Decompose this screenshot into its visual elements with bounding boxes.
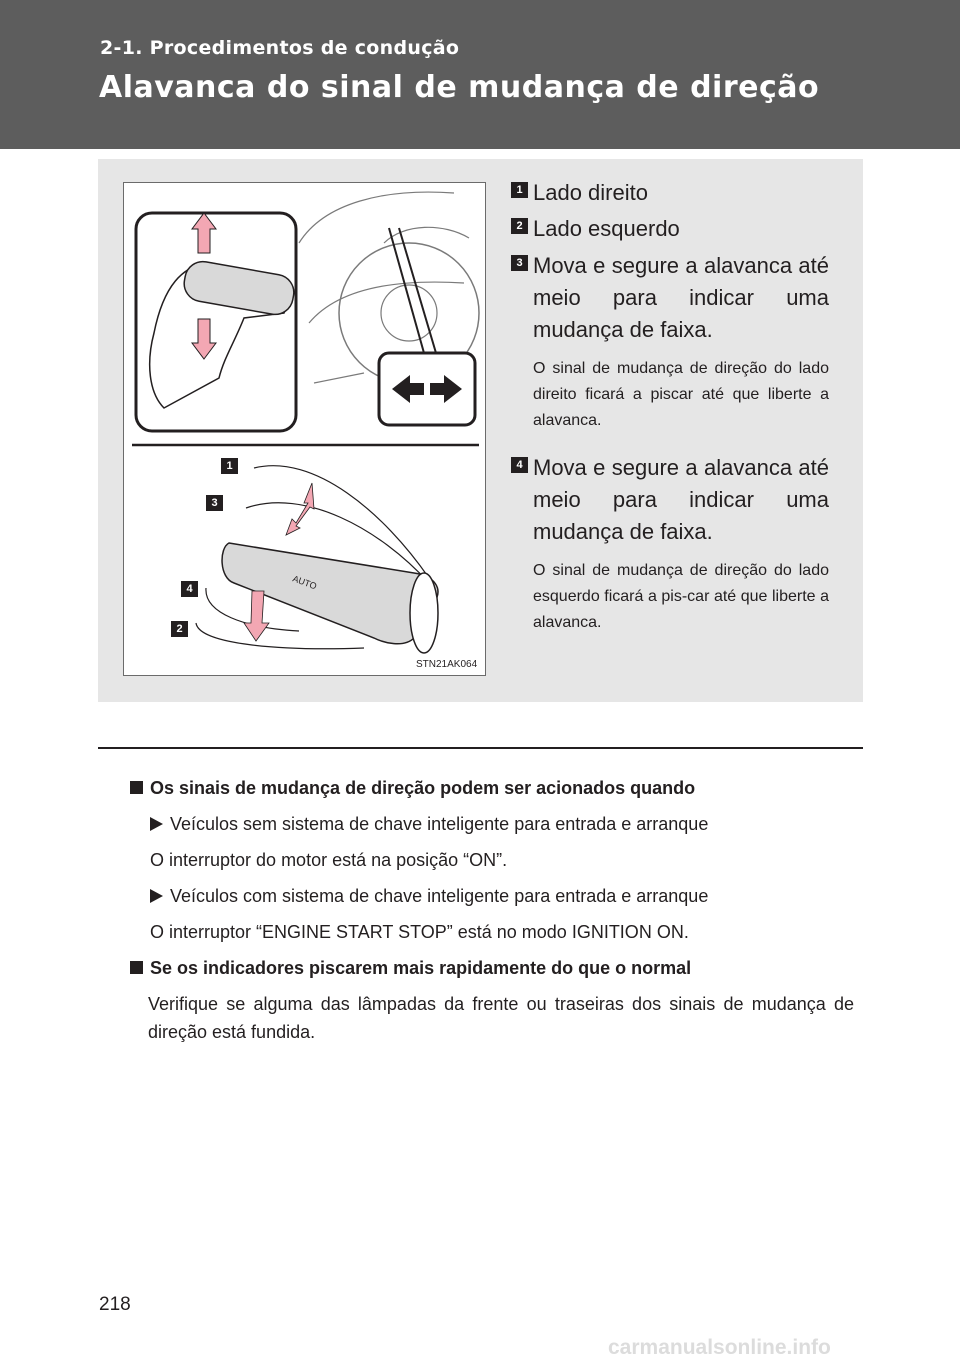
page-title: Alavanca do sinal de mudança de direção (99, 70, 820, 105)
figure-code: STN21AK064 (416, 659, 478, 670)
caption-text: Mova e segure a alavanca até meio para indicar uma mudança de faixa. (533, 253, 829, 342)
caption-text: Mova e segure a alavanca até meio para indicar uma mudança de faixa. (533, 455, 829, 544)
callout-line-1 (389, 228, 424, 353)
figure-label-3: 3 (206, 495, 223, 511)
figure-label-1: 1 (221, 458, 238, 474)
arrow-pos1-icon (286, 483, 314, 535)
lever-arc-2 (196, 623, 364, 649)
caption-text: Lado esquerdo (533, 216, 680, 241)
lever-base (410, 573, 438, 653)
figure-label-4: 4 (181, 581, 198, 597)
square-bullet-icon (130, 781, 143, 794)
paragraph-fast-blink: Verifique se alguma das lâmpadas da frente ou traseiras dos sinais de mudança de direção está fundida. (148, 994, 854, 1042)
lever-illustration (124, 183, 485, 675)
caption-1 (511, 177, 829, 209)
square-bullet-icon (130, 961, 143, 974)
caption-number: 4 (511, 457, 528, 473)
caption-subtext: O sinal de mudança de direção do lado esquerdo ficará a pis-car até que liberte a alavanca. (533, 562, 829, 631)
section-divider (98, 747, 863, 749)
caption-number: 1 (511, 182, 528, 198)
arrow-pos2-icon (244, 591, 269, 641)
heading-text: Os sinais de mudança de direção podem ser acionados quando (150, 778, 696, 798)
caption-subtext: O sinal de mudança de direção do lado direito ficará a piscar até que liberte a alavanca. (533, 360, 829, 429)
caption-2 (511, 213, 829, 245)
bullet-detail-2: O interruptor “ENGINE START STOP” está no modo IGNITION ON. (150, 922, 689, 942)
steering-hub (381, 285, 437, 341)
caption-text: Lado direito (533, 180, 648, 205)
caption-number: 3 (511, 255, 528, 271)
body-text (130, 770, 854, 1046)
turn-signal-figure (123, 182, 486, 676)
lever-auto-label: AUTO (291, 573, 319, 592)
bullet-item-2 (130, 878, 854, 914)
caption-4 (511, 452, 829, 636)
caption-number: 2 (511, 218, 528, 234)
figure-label-2: 2 (171, 621, 188, 637)
bullet-text: Veículos com sistema de chave inteligente para entrada e arranque (170, 886, 709, 906)
watermark: carmanualsonline.info (608, 1336, 831, 1359)
bullet-text: Veículos sem sistema de chave inteligente para entrada e arranque (170, 814, 709, 834)
heading-activation (130, 770, 854, 806)
heading-text: Se os indicadores piscarem mais rapidamente do que o normal (150, 958, 692, 978)
triangle-bullet-icon (150, 889, 163, 903)
triangle-bullet-icon (150, 817, 163, 831)
page-header (0, 0, 960, 149)
section-title: 2-1. Procedimentos de condução (100, 37, 460, 59)
page-number: 218 (99, 1294, 131, 1315)
bullet-detail-1: O interruptor do motor está na posição “ON”. (150, 850, 508, 870)
bullet-item-1 (130, 806, 854, 842)
heading-fast-blink (130, 950, 854, 986)
caption-3 (511, 250, 829, 434)
